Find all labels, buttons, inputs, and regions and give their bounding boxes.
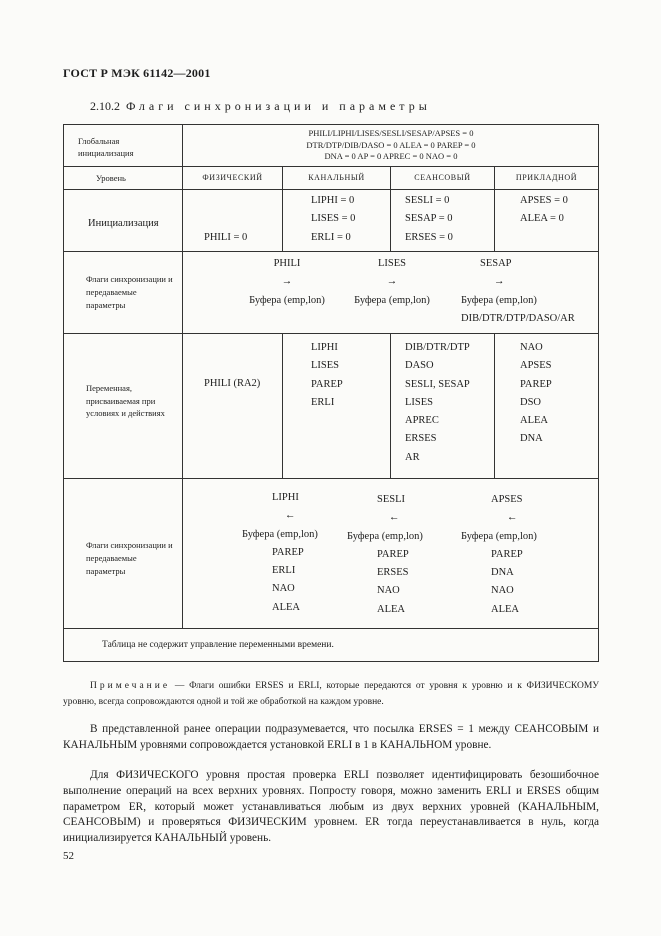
document-title: ГОСТ Р МЭК 61142—2001 — [63, 66, 211, 80]
variable-value: PHILI (RA2) — [204, 378, 261, 389]
param-value: ALEA — [377, 603, 405, 615]
variable-value: DIB/DTR/DTP — [405, 342, 470, 353]
arrow-right-icon: → — [494, 276, 505, 288]
variable-value: ALEA — [520, 415, 548, 427]
flags-down-group — [347, 491, 423, 619]
section-heading — [90, 99, 431, 114]
variable-value: LISES — [405, 396, 434, 408]
init-application — [520, 192, 568, 229]
flag-name: LIPHI — [272, 492, 299, 503]
buffer-label: Буфера (emp,lon) — [249, 294, 325, 306]
variable-value: DNA — [520, 433, 543, 445]
variable-value: ERLI — [311, 396, 335, 408]
param-value: ERLI — [272, 565, 296, 577]
variable-value: LIPHI — [311, 342, 338, 353]
extra-params: DIB/DTR/DTP/DASO/AR — [461, 312, 575, 324]
variable-value: DASO — [405, 360, 434, 372]
param-value: PAREP — [491, 548, 523, 560]
arrow-left-icon: ← — [507, 512, 518, 524]
param-value: PAREP — [272, 546, 304, 558]
rule-col2-b — [390, 333, 391, 478]
init-row-label: Инициализация — [88, 218, 159, 229]
variables-channel — [311, 339, 343, 412]
variables-physical — [204, 375, 260, 393]
init-value: LIPHI = 0 — [311, 195, 355, 206]
buffer-label: Буфера (emp,lon) — [347, 530, 423, 542]
init-value: ERLI = 0 — [311, 231, 351, 243]
param-value: ALEA — [272, 601, 300, 613]
page-number: 52 — [63, 850, 74, 862]
rule-variables — [64, 478, 598, 479]
table-footer: Таблица не содержит управление переменными времени. — [102, 640, 334, 650]
global-init-label: Глобальная инициализация — [78, 136, 134, 158]
init-value: PHILI = 0 — [204, 232, 248, 243]
global-init-values — [184, 128, 598, 163]
init-value: ALEA = 0 — [520, 213, 564, 225]
flags-up-group — [232, 255, 342, 310]
global-init-line: DTR/DTP/DIB/DASO = 0 ALEA = 0 PAREP = 0 — [306, 139, 476, 150]
variable-value: PAREP — [311, 378, 343, 390]
flags-down-group — [242, 489, 318, 617]
level-session: СЕАНСОВЫЙ — [414, 173, 471, 182]
init-physical — [204, 229, 247, 247]
level-application: ПРИКЛАДНОЙ — [515, 173, 578, 182]
rule-flags-up — [64, 333, 598, 334]
variable-value: SESLI, SESAP — [405, 378, 470, 390]
buffer-label: Буфера (emp,lon) — [242, 528, 318, 540]
level-label: Уровень — [96, 173, 126, 183]
variable-value: APREC — [405, 415, 439, 427]
param-value: ERSES — [377, 567, 409, 579]
body-paragraph: В представленной ранее операции подразумевается, что посылка ERSES = 1 между СЕАНСОВЫМ и КАНАЛЬНЫМ уровнями сопровождается установкой ERLI в 1 в КАНАЛЬНОМ уровне. — [63, 723, 599, 751]
flags-up-group — [461, 255, 575, 328]
init-value: LISES = 0 — [311, 213, 356, 225]
rule-init — [64, 251, 598, 252]
flag-name: SESLI — [377, 494, 406, 505]
init-value: APSES = 0 — [520, 195, 568, 206]
init-session — [405, 192, 453, 247]
variable-value: APSES — [520, 360, 552, 372]
arrow-right-icon: → — [281, 276, 293, 288]
flags-down-group — [461, 491, 537, 619]
global-init-line: DNA = 0 AP = 0 APREC = 0 NAO = 0 — [324, 151, 458, 161]
param-value: NAO — [377, 585, 400, 597]
section-number: 2.10.2 — [90, 99, 120, 113]
variables-label: Переменная, присваиваемая при условиях и действиях — [86, 383, 165, 418]
variables-application — [520, 339, 552, 449]
note-label: Примечание — [90, 681, 171, 691]
param-value: NAO — [491, 585, 514, 597]
rule-global — [64, 166, 598, 167]
flag-name: SESAP — [480, 258, 512, 269]
variable-value: LISES — [311, 360, 340, 372]
rule-levels — [64, 189, 598, 190]
init-value: ERSES = 0 — [405, 231, 453, 243]
global-init-line: PHILI/LIPHI/LISES/SESLI/SESAP/APSES = 0 — [308, 128, 474, 138]
param-value: ALEA — [491, 603, 519, 615]
variable-value: NAO — [520, 342, 543, 353]
flag-name: PHILI — [273, 258, 301, 269]
level-channel: КАНАЛЬНЫЙ — [308, 173, 365, 182]
buffer-label: Буфера (emp,lon) — [461, 294, 537, 306]
variable-value: DSO — [520, 396, 542, 408]
init-value: SESAP = 0 — [405, 213, 453, 225]
table-note — [63, 678, 599, 710]
note-text: — Флаги ошибки ERSES и ERLI, которые передаются от уровня к уровню и к ФИЗИЧЕСКОМУ уровню, всегда сопровождаются одной и той же обработкой на каждом уровне. — [63, 681, 599, 707]
init-value: SESLI = 0 — [405, 195, 450, 206]
param-value: PAREP — [377, 548, 409, 560]
init-channel — [311, 192, 355, 247]
flags-up-group — [337, 255, 447, 310]
rule-col1-b — [282, 333, 283, 478]
buffer-label: Буфера (emp,lon) — [461, 530, 537, 542]
rule-label-col — [182, 125, 183, 628]
param-value: DNA — [491, 567, 514, 579]
rule-col3-b — [494, 333, 495, 478]
section-title: Флаги синхронизации и параметры — [126, 99, 431, 113]
flags-up-label: Флаги синхронизации и передаваемые параметры — [86, 274, 173, 310]
variable-value: ERSES — [405, 433, 437, 445]
sync-flags-table — [63, 124, 599, 662]
buffer-label: Буфера (emp,lon) — [354, 294, 430, 306]
flag-name: LISES — [377, 258, 406, 269]
variable-value: PAREP — [520, 378, 552, 390]
rule-flags-down — [64, 628, 598, 629]
flag-name: APSES — [491, 494, 523, 505]
arrow-left-icon: ← — [389, 512, 400, 524]
body-paragraph: Для ФИЗИЧЕСКОГО уровня простая проверка ERLI позволяет идентифицировать безошибочное выполнение операций на всех верхних уровнях. Попросту говоря, можно заменить ERLI и ERSES общим параметром ER, который может устанавливаться любым из двух верхних уровней (КАНАЛЬНЫМ, СЕАНСОВЫМ) и проверяться ФИЗИЧЕСКИМ уровнем. ER тогда переустанавливается в нуль, когда инициализируется КАНАЛЬНЫЙ уровень. — [63, 769, 599, 845]
variables-session — [405, 339, 470, 467]
flags-down-label: Флаги синхронизации и передаваемые параметры — [86, 540, 173, 576]
param-value: NAO — [272, 583, 295, 595]
variable-value: AR — [405, 451, 420, 463]
level-physical: ФИЗИЧЕСКИЙ — [202, 173, 263, 182]
arrow-right-icon: → — [386, 276, 398, 288]
arrow-left-icon: ← — [285, 510, 296, 522]
